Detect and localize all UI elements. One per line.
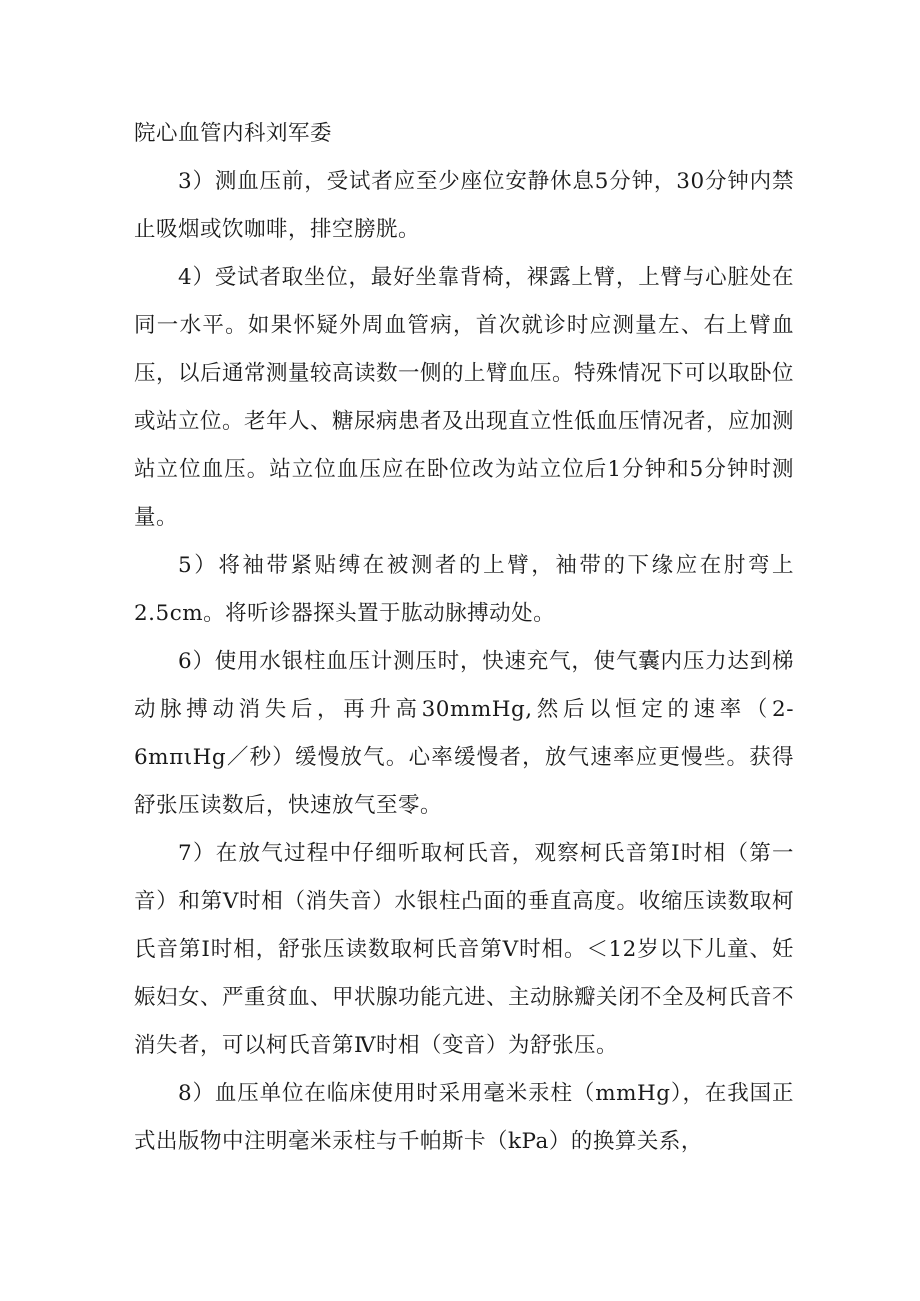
paragraph-item-6: 6）使用水银柱血压计测压时，快速充气，使气囊内压力达到梯动脉搏动消失后，再升高30mmHg,然后以恒定的速率（2-6mπιHg／秒）缓慢放气。心率缓慢者，放气速率应更慢些。获得舒张压读数后，快速放气至零。 xyxy=(134,649,794,818)
paragraph-item-4: 4）受试者取坐位，最好坐靠背椅，裸露上臂，上臂与心脏处在同一水平。如果怀疑外周血管病，首次就诊时应测量左、右上臂血压，以后通常测量较高读数一侧的上臂血压。特殊情况下可以取卧位或站立位。老年人、糖尿病患者及出现直立性低血压情况者，应加测站立位血压。站立位血压应在卧位改为站立位后1分钟和5分钟时测量。 xyxy=(134,265,795,530)
paragraph-item-3: 3）测血压前，受试者应至少座位安静休息5分钟，30分钟内禁止吸烟或饮咖啡，排空膀胱。 xyxy=(134,169,794,242)
paragraph-item-7: 7）在放气过程中仔细听取柯氏音，观察柯氏音第Ⅰ时相（第一音）和第Ⅴ时相（消失音）水银柱凸面的垂直高度。收缩压读数取柯氏音第Ⅰ时相，舒张压读数取柯氏音第Ⅴ时相。＜12岁以下儿童、妊娠妇女、严重贫血、甲状腺功能亢进、主动脉瓣关闭不全及柯氏音不消失者，可以柯氏音第Ⅳ时相（变音）为舒张压。 xyxy=(134,841,795,1058)
paragraph-item-8: 8）血压单位在临床使用时采用毫米汞柱（mmHg），在我国正式出版物中注明毫米汞柱与千帕斯卡（kPa）的换算关系， xyxy=(134,1081,794,1154)
document-body xyxy=(134,110,794,1166)
paragraph-item-5: 5）将袖带紧贴缚在被测者的上臂，袖带的下缘应在肘弯上2.5cm。将听诊器探头置于肱动脉搏动处。 xyxy=(134,553,794,626)
paragraph-continuation: 院心血管内科刘军委 xyxy=(134,121,333,146)
